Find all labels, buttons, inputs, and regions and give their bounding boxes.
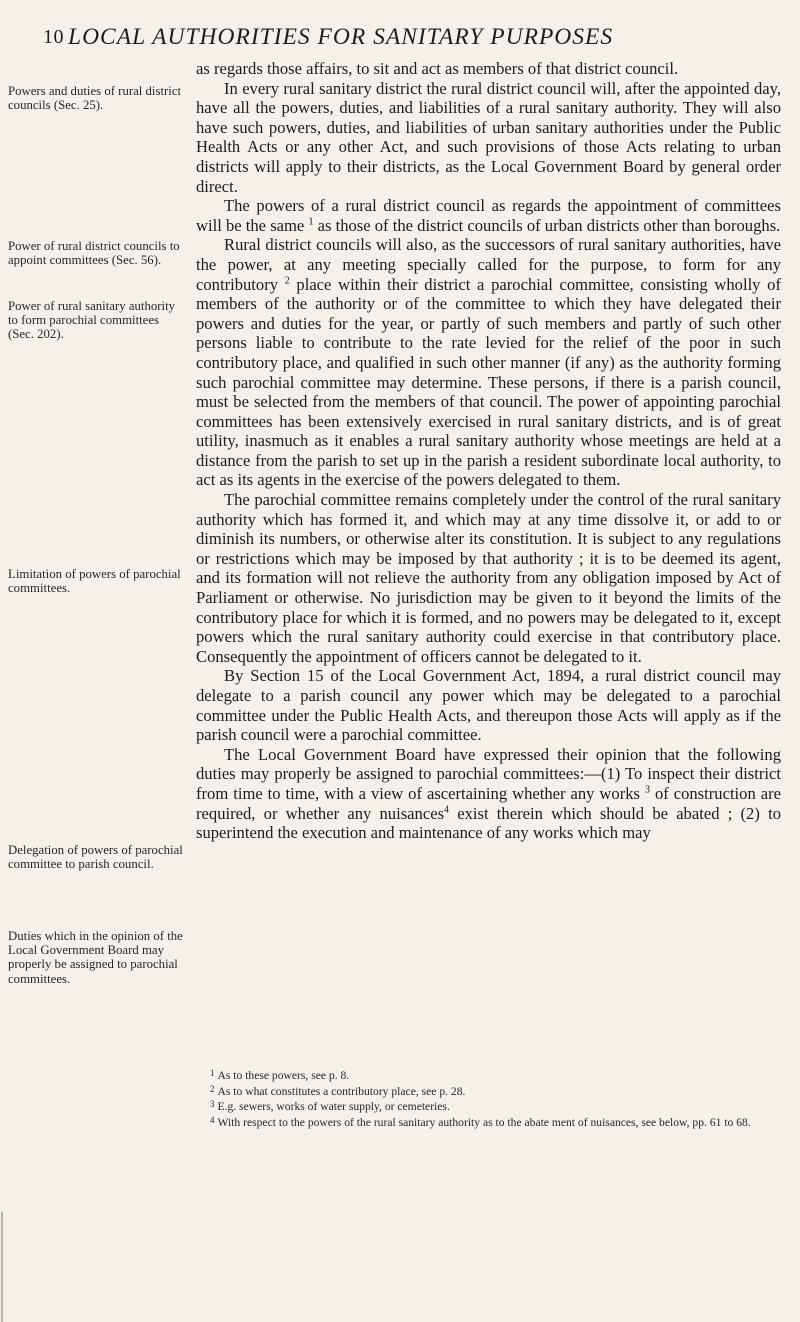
margin-note: Powers and duties of rural district councils (Sec. 25). (8, 84, 182, 113)
paragraph: as regards those affairs, to sit and act as members of that district council. (196, 59, 679, 78)
footnotes (196, 1067, 781, 1129)
footnote: $^3$ E.g. sewers, works of water supply, or cemeteries. (210, 1099, 450, 1113)
footnote-ref: 3 (644, 784, 650, 796)
footnote-ref: 4 (444, 804, 450, 816)
margin-note: Duties which in the opinion of the Local Government Board may properly be assigned to parochial committees. (8, 929, 183, 986)
page-number: 10 (43, 26, 64, 48)
footnote-ref: 2 (284, 275, 290, 286)
paragraph: By Section 15 of the Local Government Act, 1894, a rural district council may delegate to a parish council any power which may be delegated to a parochial committee under the Public Health Acts, and thereupon those Acts will apply as if the parish council were a parochial committee. (196, 666, 781, 745)
margin-note: Delegation of powers of parochial committee to parish council. (8, 843, 183, 872)
paragraph: The powers of a rural district council as regards the appointment of committees will be the same $^1$ as those of the district councils of urban districts other than boroughs. (196, 196, 781, 235)
paragraph: Rural district councils will also, as the successors of rural sanitary authorities, have the power, at any meeting specially called for the purpose, to form for any contributory $^2$ place within their district a parochial committee, consisting wholly of members of the authority or of the committee to which they have delegated their powers and duties for the year, or partly of such members and partly of such other persons liable to contribute to the rate levied for the relief of the poor in such contributory place, and qualified in such other manner (if any) as the authority forming such parochial committee may determine. These persons, if there is a parish council, must be selected from the members of that council. The power of appointing parochial committees has been extensively exercised in rural sanitary districts, and is of great utility, inasmuch as it enables a rural sanitary authority whose meetings are held at a distance from the parish to set up in the parish a resident subordinate local authority, to act as its agents in the exercise of the powers delegated to them. (196, 235, 781, 490)
footnote-ref: 1 (308, 216, 314, 228)
body-text (196, 59, 781, 843)
footnote: $^1$ As to these powers, see p. 8. (210, 1068, 350, 1082)
footnote: $^2$ As to what constitutes a contributory place, see p. 28. (210, 1083, 466, 1098)
page-header (40, 24, 780, 56)
running-title: LOCAL AUTHORITIES FOR SANITARY PURPOSES (68, 24, 614, 50)
margin-note: Power of rural sanitary authority to form parochial committees (Sec. 202). (8, 299, 176, 342)
margin-note: Limitation of powers of parochial committees. (8, 567, 181, 596)
paragraph: In every rural sanitary district the rural district council will, after the appointed day, have all the powers, duties, and liabilities of a rural sanitary authority. They will also have such powers, duties, and liabilities of urban sanitary authorities under the Public Health Acts or any other Act, and such provisions of those Acts relating to urban districts will apply to their districts, as the Local Government Board by general order direct. (196, 78, 781, 196)
page-edge-line (1, 1212, 3, 1322)
paragraph: The parochial committee remains completely under the control of the rural sanitary authority which has formed it, and which may at any time dissolve it, or add to or diminish its numbers, or otherwise alter its constitution. It is subject to any regulations or restrictions which may be imposed by that authority ; it is to be deemed its agent, and its formation will not relieve the authority from any obligation imposed by Act of Parliament or otherwise. No jurisdiction may be given to it beyond the limits of the contributory place for which it is formed, and no powers may be delegated to it, except powers which the rural sanitary authority could exercise in that contributory place. Consequently the appointment of officers cannot be delegated to it. (196, 490, 781, 666)
paragraph: The Local Government Board have expressed their opinion that the following duties may properly be assigned to parochial committees:—(1) To inspect their district from time to time, with a view of ascertaining whether any works $^3$ of construction are required, or whether any nuisances$^4$ exist therein which should be abated ; (2) to superintend the execution and maintenance of any works which may (196, 744, 782, 843)
margin-note: Power of rural district councils to appoint committees (Sec. 56). (8, 239, 180, 268)
footnote: $^4$ With respect to the powers of the rural sanitary authority as to the abate ment of nuisances, see below, pp. 61 to 68. (210, 1114, 751, 1129)
